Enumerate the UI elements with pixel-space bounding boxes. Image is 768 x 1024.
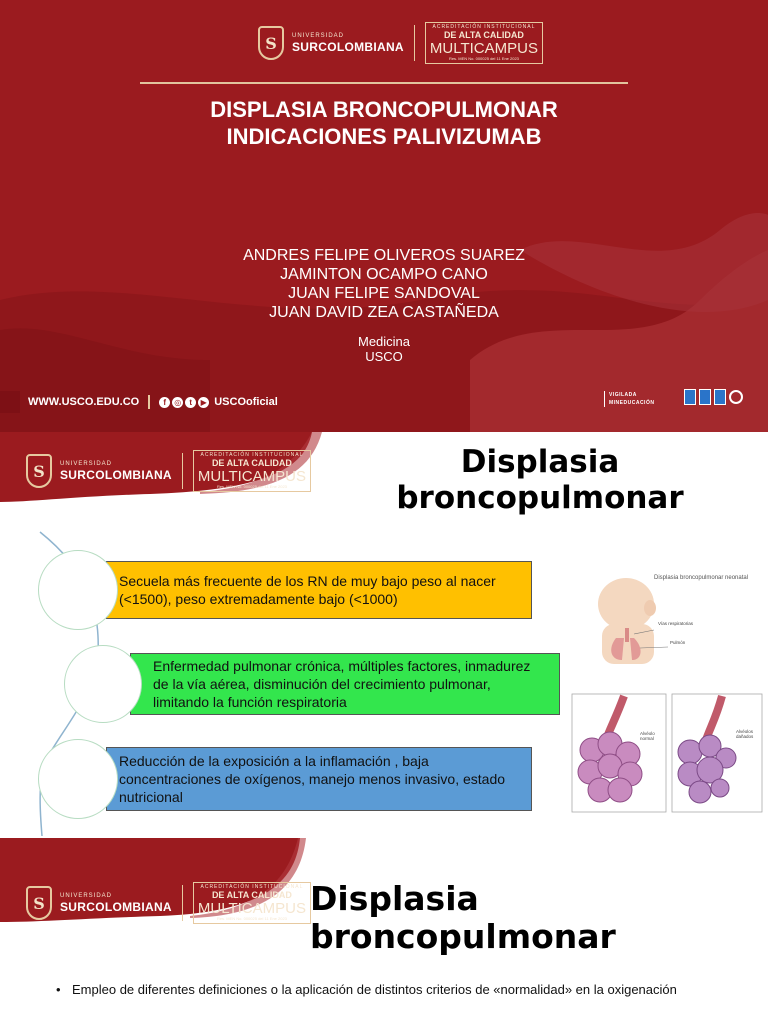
timeline-node-3 (38, 739, 118, 819)
twitter-icon[interactable]: t (185, 397, 196, 408)
accreditation-badge: ACREDITACIÓN INSTITUCIONAL DE ALTA CALIDAD MULTICAMPUS Res. MEN No. 000025 del 11 Ene 2023 (193, 450, 311, 492)
slide-title: Displasia broncopulmonar (396, 444, 684, 516)
header-logo: S UNIVERSIDAD SURCOLOMBIANA ACREDITACIÓN INSTITUCIONAL DE ALTA CALIDAD MULTICAMPUS Res. MEN No. 000025 del 11 Ene 2023 (26, 450, 311, 492)
content-slide-2 (0, 838, 768, 1024)
vigilada-badge: VIGILADA MINEDUCACIÓN (604, 391, 654, 407)
header-logo: S UNIVERSIDAD SURCOLOMBIANA ACREDITACIÓN INSTITUCIONAL DE ALTA CALIDAD MULTICAMPUS Res. MEN No. 000025 del 11 Ene 2023 (26, 882, 311, 924)
title-slide (0, 0, 768, 432)
website-link[interactable]: WWW.USCO.EDU.CO (28, 396, 140, 408)
figure-label: Alvéolos dañados (736, 729, 754, 739)
header-logo (258, 22, 543, 64)
gov-logo-icon (714, 389, 726, 405)
list-item: • Empleo de diferentes definiciones o la aplicación de distintos criterios de «normalidad» en la oxigenación (56, 982, 677, 997)
author: ANDRES FELIPE OLIVEROS SUAREZ (243, 247, 525, 264)
shield-icon: S (258, 26, 284, 60)
figure-label: Vías respiratorias (658, 621, 694, 626)
shield-icon: S (26, 454, 52, 488)
government-logos (684, 389, 743, 405)
university-name: SURCOLOMBIANA (292, 40, 404, 54)
decorative-waves (0, 0, 768, 432)
accreditation-badge: ACREDITACIÓN INSTITUCIONAL DE ALTA CALIDAD MULTICAMPUS Res. MEN No. 000025 del 11 Ene 2023 (425, 22, 543, 64)
gov-logo-icon (684, 389, 696, 405)
title-divider (140, 82, 628, 84)
university-small-label: UNIVERSIDAD (292, 33, 345, 39)
author: JUAN DAVID ZEA CASTAÑEDA (269, 304, 499, 321)
lung-illustration (570, 568, 764, 814)
youtube-icon[interactable]: ▶ (198, 397, 209, 408)
department: Medicina USCO (357, 334, 411, 364)
info-box-3: Reducción de la exposición a la inflamación , baja concentraciones de oxígenos, manejo menos invasivo, estado nutricional (106, 747, 532, 811)
shield-icon: S (26, 886, 52, 920)
figure-caption: Displasia broncopulmonar neonatal (654, 575, 749, 581)
instagram-icon[interactable]: ◎ (172, 397, 183, 408)
social-handle[interactable]: USCOoficial (214, 396, 278, 408)
accreditation-badge: ACREDITACIÓN INSTITUCIONAL DE ALTA CALIDAD MULTICAMPUS Res. MEN No. 000025 del 11 Ene 2023 (193, 882, 311, 924)
seal-icon (729, 390, 743, 404)
info-box-1: Secuela más frecuente de los RN de muy bajo peso al nacer (<1500), peso extremadamente bajo (<1000) (106, 561, 532, 619)
figure-label: Alvéolo normal (640, 731, 655, 741)
timeline-node-1 (38, 550, 118, 630)
info-box-2: Enfermedad pulmonar crónica, múltiples factores, inmadurez de la vía aérea, disminución del crecimiento pulmonar, limitando la función respiratoria (130, 653, 560, 715)
author: JAMINTON OCAMPO CANO (280, 266, 488, 283)
gov-logo-icon (699, 389, 711, 405)
timeline-node-2 (64, 645, 142, 723)
content-slide-1 (0, 432, 768, 838)
slide-title: Displasia broncopulmonar (310, 879, 616, 956)
page-title: DISPLASIA BRONCOPULMONAR INDICACIONES PALIVIZUMAB (210, 97, 558, 149)
facebook-icon[interactable]: f (159, 397, 170, 408)
author: JUAN FELIPE SANDOVAL (288, 285, 480, 302)
figure-label: Pulmón (670, 640, 686, 645)
authors-list (0, 246, 768, 322)
